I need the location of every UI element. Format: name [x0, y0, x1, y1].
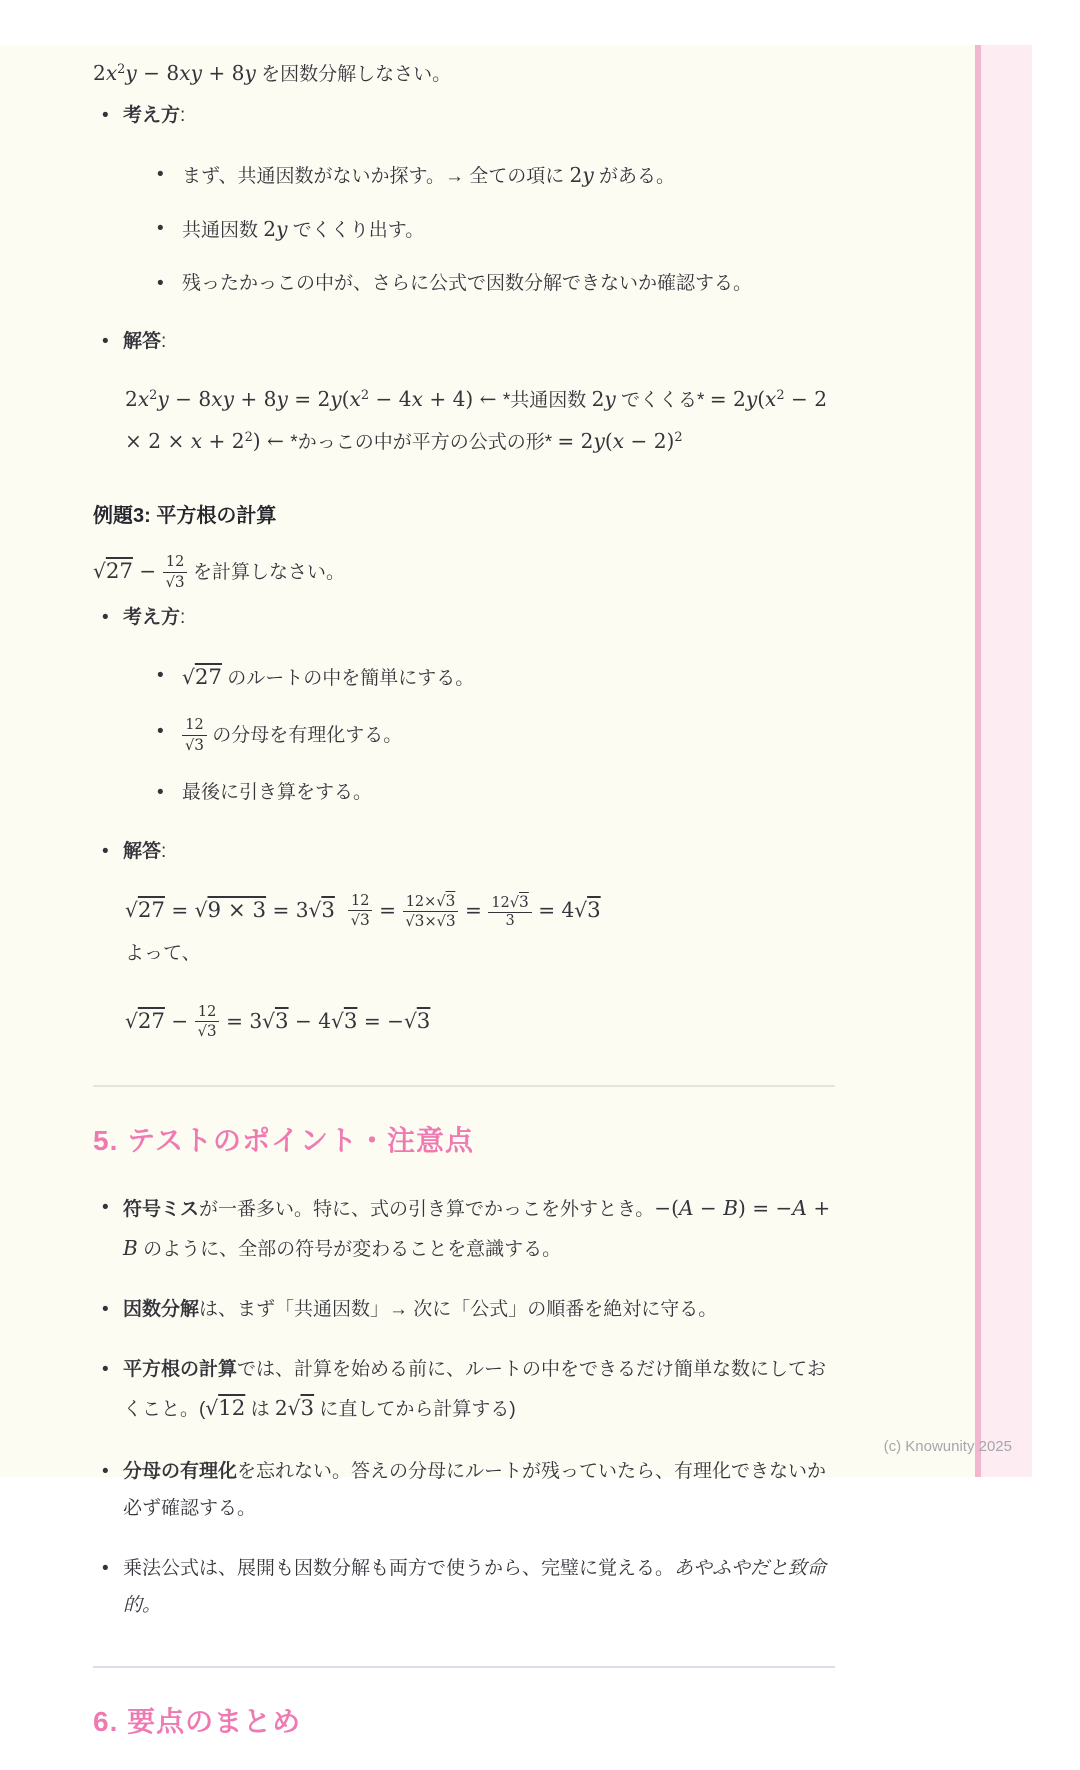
- list-item: • 乗法公式は、展開も因数分解も両方で使うから、完璧に覚える。あやふやだと致命的。: [93, 1550, 835, 1624]
- list-item: • 最後に引き算をする。: [156, 778, 835, 807]
- answer-step-line: √27 = √9 × 3 = 3√3 $\frac{12}{√3}$ = $\frac{12\times√3}{√3\times√3}$ = $\frac{12√3}{3}$ = 4√3: [125, 891, 601, 931]
- list-item-answer: [93, 326, 835, 463]
- test-points-list: [93, 1189, 835, 1623]
- list-item: • まず、共通因数がないか探す。→ 全ての項に 2y がある。: [156, 160, 835, 191]
- thinking-label: 考え方:: [123, 105, 186, 127]
- list-item: • 因数分解は、まず「共通因数」→ 次に「公式」の順番を絶対に守る。: [93, 1291, 835, 1328]
- thinking-steps-list: [156, 160, 835, 298]
- answer-result-line: √27 − $\frac{12}{√3}$ = 3√3 − 4√3 = −√3: [125, 1003, 431, 1041]
- list-item: • √27 のルートの中を簡単にする。: [156, 661, 835, 694]
- section5-heading: 5. テストのポイント・注意点: [93, 1125, 475, 1157]
- page-edge-stripe: [975, 45, 1032, 1477]
- copyright-watermark: (c) Knowunity 2025: [883, 1438, 1012, 1455]
- thinking-steps-list: [156, 661, 835, 807]
- answer-label: 解答:: [123, 331, 167, 352]
- factor-problem-statement: $2x^2y - 8xy + 8y$ を因数分解しなさい。: [93, 61, 452, 85]
- example3-problem-statement: √27 − $\frac{12}{√3}$ を計算しなさい。: [93, 554, 345, 591]
- factor-answer-formula: $2x^2y - 8xy + 8y = 2y(x^2 - 4x + 4)$ ← *共通因数 2y でくくる* = $2y(x^2 - 2 \times 2 \times x + 2^2)$ ← *かっこの中が平方の公式の形* = $2y(x - 2)^2$: [125, 387, 828, 454]
- answer-connector: よって、: [125, 942, 201, 964]
- list-item: • 残ったかっこの中が、さらに公式で因数分解できないか確認する。: [156, 269, 835, 298]
- thinking-label: 考え方:: [123, 606, 186, 628]
- list-item: • 共通因数 2y でくくり出す。: [156, 214, 835, 245]
- section-divider: [93, 1666, 835, 1668]
- list-item: • $\frac{12}{√3}$ の分母を有理化する。: [156, 717, 835, 755]
- answer-label: 解答:: [123, 840, 167, 862]
- list-item: • 符号ミスが一番多い。特に、式の引き算でかっこを外すとき。−(A − B) = −A + B のように、全部の符号が変わることを意識する。: [93, 1189, 835, 1268]
- list-item: • 分母の有理化を忘れない。答えの分母にルートが残っていたら、有理化できないか必ず確認する。: [93, 1453, 835, 1527]
- factor-problem-list: [93, 100, 835, 463]
- example3-heading: 例題3: 平方根の計算: [93, 505, 277, 528]
- list-item-thinking: [93, 602, 835, 808]
- list-item-answer: [93, 836, 835, 1044]
- document-content: [93, 57, 835, 1770]
- section6-heading: 6. 要点のまとめ: [93, 1705, 302, 1737]
- document-page: [0, 45, 1032, 1737]
- example3-answer: [125, 889, 835, 1043]
- section-divider: [93, 1085, 835, 1087]
- list-item-thinking: [93, 100, 835, 298]
- list-item: • 平方根の計算では、計算を始める前に、ルートの中をできるだけ簡単な数にしておくこと。(√12 は 2√3 に直してから計算する): [93, 1351, 835, 1430]
- example3-list: [93, 602, 835, 1043]
